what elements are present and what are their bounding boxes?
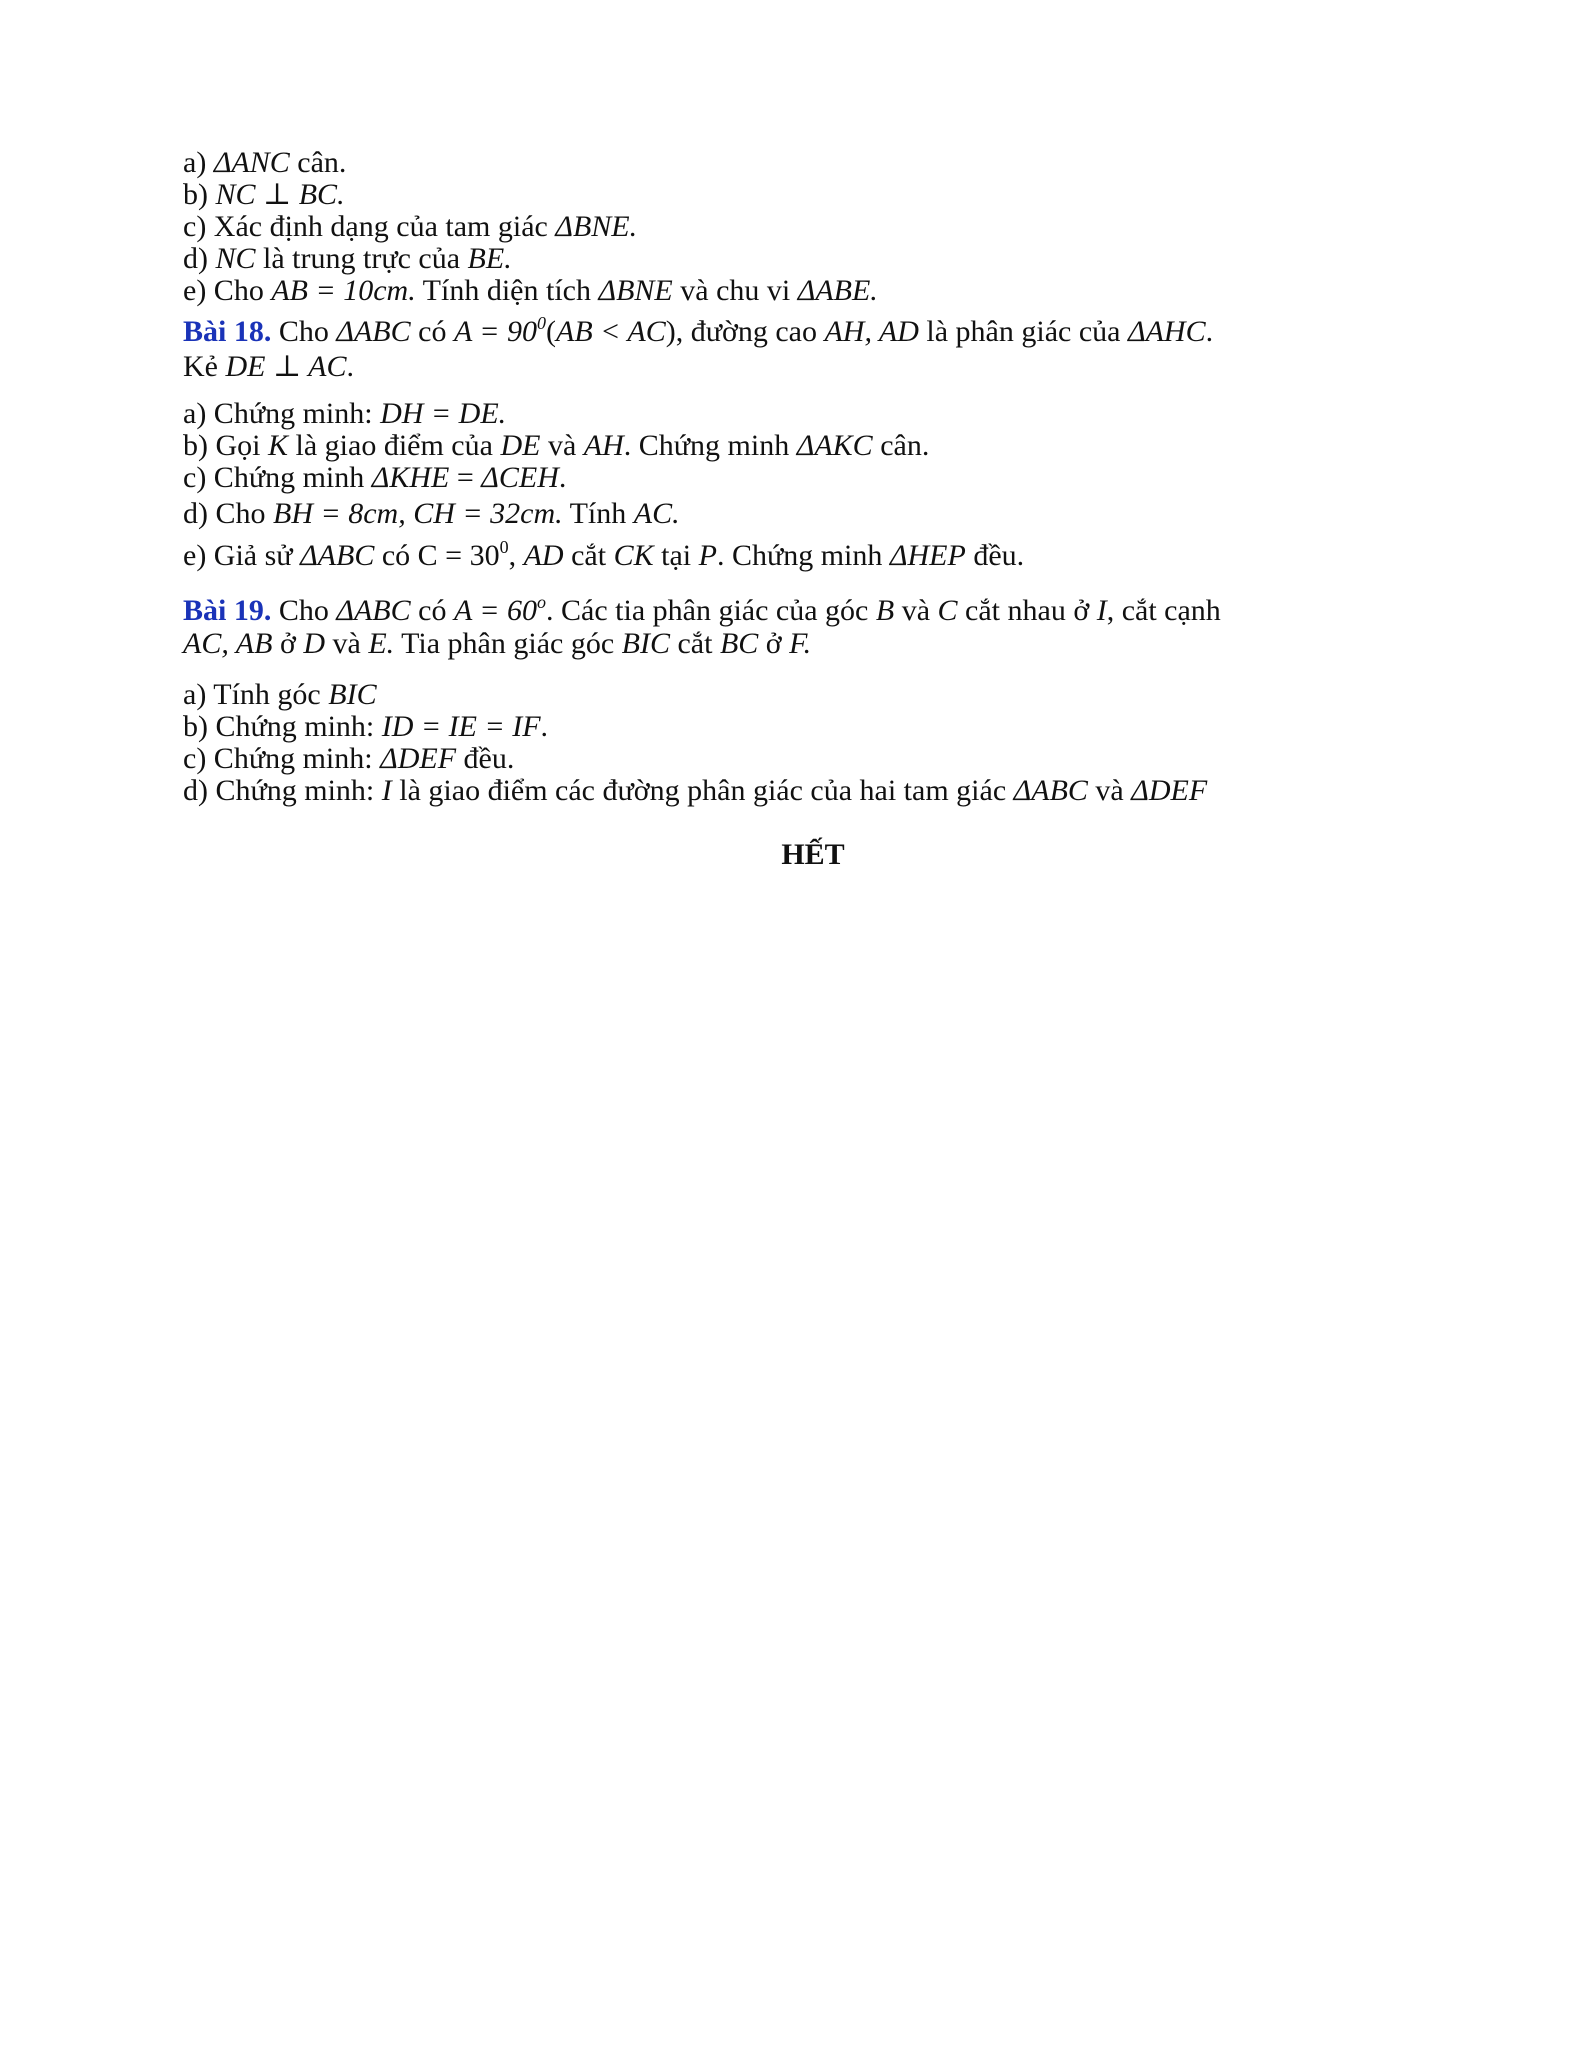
text: ở: [765, 627, 782, 660]
math-expression: F.: [789, 627, 812, 660]
text: và: [901, 594, 931, 627]
triangle-symbol: Δ: [380, 742, 398, 775]
text: b) Chứng minh:: [183, 710, 375, 743]
math-expression: DE: [500, 429, 541, 462]
triangle-symbol: Δ: [889, 539, 908, 572]
bai19-line2: [183, 624, 811, 664]
triangle-name: ABE.: [815, 274, 878, 307]
text: a) Chứng minh:: [183, 397, 373, 430]
math-expression: AB = 10cm.: [271, 274, 416, 307]
math-expression: AB < AC: [556, 315, 666, 348]
triangle-name: ANC: [231, 146, 290, 179]
math-expression: D: [303, 627, 325, 660]
text: (: [546, 315, 557, 348]
text: , cắt cạnh: [1106, 594, 1221, 627]
text: và: [1095, 774, 1124, 807]
text: cắt: [677, 627, 713, 660]
math-expression: AH, AD: [824, 315, 919, 348]
math-expression: E.: [368, 627, 395, 660]
triangle-name: ABC: [317, 539, 375, 572]
math-expression: NC ⊥ BC.: [215, 178, 345, 211]
text: cắt nhau ở: [965, 594, 1090, 627]
triangle-name: CEH: [498, 461, 559, 494]
item-label: d): [183, 242, 208, 275]
triangle-name: ABC: [353, 594, 411, 627]
triangle-name: ABC: [353, 315, 411, 348]
triangle-symbol: Δ: [371, 461, 390, 494]
triangle-symbol: Δ: [797, 274, 816, 307]
math-expression: CK: [613, 539, 654, 572]
math-expression: C = 30: [417, 539, 500, 572]
text: ở: [279, 627, 296, 660]
text: có: [418, 594, 447, 627]
item-label: b): [183, 178, 208, 211]
text: tại: [661, 539, 692, 572]
math-expression: I: [381, 774, 392, 807]
text: b) Gọi: [183, 429, 261, 462]
text: cắt: [571, 539, 607, 572]
item-text: là trung trực của: [263, 242, 461, 275]
math-expression: C: [937, 594, 958, 627]
bai18-item-c: [183, 458, 566, 498]
text: Tia phân giác góc: [401, 627, 615, 660]
text: đều.: [973, 539, 1025, 572]
text: có: [418, 315, 447, 348]
item-label: a): [183, 146, 207, 179]
math-expression: BIC: [328, 678, 377, 711]
text: d) Chứng minh:: [183, 774, 375, 807]
item-text: Tính diện tích: [422, 274, 591, 307]
item-text: và chu vi: [680, 274, 791, 307]
text: cân.: [880, 429, 930, 462]
math-expression: ID = IE = IF: [381, 710, 541, 743]
text: có: [381, 539, 411, 572]
text: =: [456, 461, 474, 494]
bai18-item-e: [183, 536, 1024, 576]
triangle-name: BNE: [616, 274, 673, 307]
triangle-name: AHC: [1145, 315, 1206, 348]
text: c) Chứng minh: [183, 461, 365, 494]
triangle-name: HEP: [907, 539, 966, 572]
text: Cho: [278, 594, 329, 627]
text: . Các tia phân giác của góc: [546, 594, 869, 627]
text: .: [346, 350, 354, 383]
text: ,: [508, 539, 517, 572]
math-expression: A = 60: [453, 594, 538, 627]
math-expression: P: [698, 539, 717, 572]
item-e-area: [183, 271, 878, 311]
math-expression: BH = 8cm, CH = 32cm.: [273, 497, 563, 530]
triangle-name: KHE: [389, 461, 450, 494]
bai18-item-d: [183, 494, 680, 534]
triangle-symbol: Δ: [796, 429, 815, 462]
text: .: [1205, 315, 1214, 348]
math-expression: BC: [719, 627, 759, 660]
triangle-symbol: Δ: [598, 274, 617, 307]
superscript: 0: [537, 313, 547, 333]
text: .: [540, 710, 549, 743]
triangle-name: ABC: [1031, 774, 1088, 807]
triangle-symbol: Δ: [1013, 774, 1032, 807]
math-expression: AC.: [633, 497, 680, 530]
triangle-symbol: Δ: [555, 210, 573, 243]
superscript: 0: [499, 537, 509, 557]
math-expression: DH = DE.: [380, 397, 507, 430]
math-expression: DE ⊥ AC: [225, 350, 347, 383]
text: là giao điểm của: [295, 429, 493, 462]
item-text: cân.: [297, 146, 347, 179]
exercise-label: Bài 19.: [183, 594, 272, 627]
math-expression: I: [1096, 594, 1107, 627]
end-marker: HẾT: [781, 838, 845, 871]
superscript: o: [537, 592, 547, 612]
bai18-line1: [183, 312, 1213, 352]
exercise-label: Bài 18.: [183, 315, 272, 348]
text: .: [558, 461, 567, 494]
triangle-name: BNE.: [572, 210, 638, 243]
triangle-name: DEF: [1148, 774, 1208, 807]
text: Kẻ: [183, 350, 218, 383]
text: Tính: [569, 497, 627, 530]
text: là giao điểm các đường phân giác của hai tam giác: [399, 774, 1007, 807]
text: a) Tính góc: [183, 678, 321, 711]
math-expression: NC: [215, 242, 256, 275]
text: Cho: [278, 315, 329, 348]
triangle-symbol: Δ: [1127, 315, 1146, 348]
triangle-symbol: Δ: [300, 539, 318, 572]
triangle-symbol: Δ: [481, 461, 499, 494]
math-expression: A = 90: [453, 315, 538, 348]
text: là phân giác của: [926, 315, 1121, 348]
math-expression: K: [268, 429, 289, 462]
math-expression: AC, AB: [183, 627, 273, 660]
math-expression: B: [875, 594, 895, 627]
text: d) Cho: [183, 497, 266, 530]
text: . Chứng minh: [623, 429, 790, 462]
math-expression: AD: [523, 539, 564, 572]
bai18-line2: [183, 347, 354, 387]
text: ), đường cao: [665, 315, 817, 348]
text: e) Giả sử: [183, 539, 293, 572]
triangle-symbol: Δ: [336, 594, 354, 627]
item-text: e) Cho: [183, 274, 264, 307]
text: và: [547, 429, 577, 462]
triangle-symbol: Δ: [1131, 774, 1149, 807]
text: đều.: [463, 742, 515, 775]
item-text: c) Xác định dạng của tam giác: [183, 210, 548, 243]
triangle-name: AKC: [814, 429, 873, 462]
triangle-symbol: Δ: [213, 146, 232, 179]
triangle-symbol: Δ: [336, 315, 354, 348]
text: . Chứng minh: [716, 539, 883, 572]
text: và: [332, 627, 361, 660]
text: c) Chứng minh:: [183, 742, 373, 775]
math-expression: AH: [583, 429, 624, 462]
triangle-name: DEF: [397, 742, 457, 775]
bai19-item-d: [183, 771, 1207, 811]
math-expression: BE.: [467, 242, 512, 275]
math-expression: BIC: [621, 627, 670, 660]
